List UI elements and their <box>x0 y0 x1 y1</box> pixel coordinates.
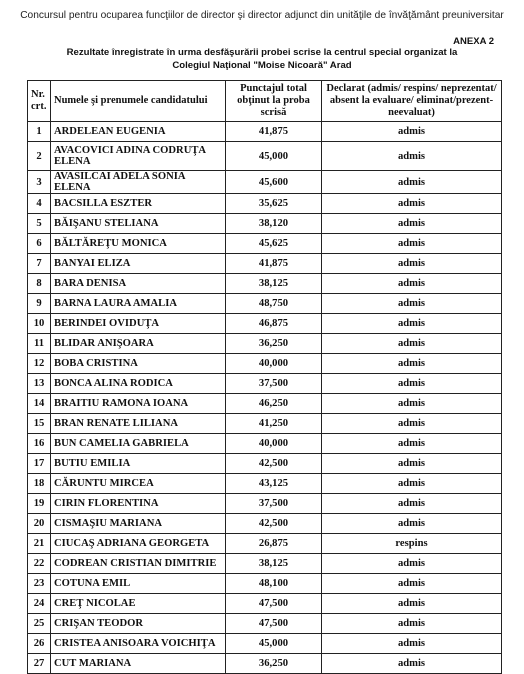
status-cell: admis <box>322 474 502 494</box>
candidate-name: AVACOVICI ADINA CODRUŢA ELENA <box>51 142 226 171</box>
status-cell: admis <box>322 194 502 214</box>
row-number: 14 <box>28 394 51 414</box>
status-cell: admis <box>322 394 502 414</box>
table-row <box>28 554 502 574</box>
table-body <box>28 122 502 674</box>
row-number: 21 <box>28 534 51 554</box>
score-cell: 36,250 <box>226 654 322 674</box>
status-cell: admis <box>322 254 502 274</box>
row-number: 22 <box>28 554 51 574</box>
table-row <box>28 574 502 594</box>
status-cell: admis <box>322 354 502 374</box>
document-title: Concursul pentru ocuparea funcţiilor de director şi director adjunct din unităţile de învăţământ preuniversitar <box>20 10 504 21</box>
candidate-name: BANYAI ELIZA <box>51 254 226 274</box>
candidate-name: BARA DENISA <box>51 274 226 294</box>
row-number: 1 <box>28 122 51 142</box>
status-cell: admis <box>322 214 502 234</box>
row-number: 25 <box>28 614 51 634</box>
status-cell: admis <box>322 634 502 654</box>
candidate-name: BĂLTĂREŢU MONICA <box>51 234 226 254</box>
table-row <box>28 171 502 194</box>
score-cell: 47,500 <box>226 594 322 614</box>
candidate-name: ARDELEAN EUGENIA <box>51 122 226 142</box>
candidate-name: BACSILLA ESZTER <box>51 194 226 214</box>
table-row <box>28 534 502 554</box>
score-cell: 37,500 <box>226 494 322 514</box>
column-header-name: Numele şi prenumele candidatului <box>51 81 226 122</box>
row-number: 26 <box>28 634 51 654</box>
candidate-name: BONCA ALINA RODICA <box>51 374 226 394</box>
row-number: 23 <box>28 574 51 594</box>
score-cell: 45,625 <box>226 234 322 254</box>
row-number: 27 <box>28 654 51 674</box>
table-row <box>28 634 502 654</box>
annex-label: ANEXA 2 <box>453 36 494 47</box>
table-row <box>28 234 502 254</box>
score-cell: 38,125 <box>226 274 322 294</box>
column-header-status: Declarat (admis/ respins/ neprezentat/ absent la evaluare/ eliminat/prezent-neevaluat) <box>322 81 502 122</box>
score-cell: 48,750 <box>226 294 322 314</box>
table-row <box>28 494 502 514</box>
row-number: 7 <box>28 254 51 274</box>
table-row <box>28 274 502 294</box>
score-cell: 38,120 <box>226 214 322 234</box>
table-row <box>28 254 502 274</box>
table-row <box>28 434 502 454</box>
table-row <box>28 374 502 394</box>
status-cell: admis <box>322 274 502 294</box>
score-cell: 46,875 <box>226 314 322 334</box>
candidate-name: BĂIŞANU STELIANA <box>51 214 226 234</box>
table-row <box>28 594 502 614</box>
table-row <box>28 294 502 314</box>
table-row <box>28 394 502 414</box>
row-number: 19 <box>28 494 51 514</box>
table-row <box>28 122 502 142</box>
candidate-name: COTUNA EMIL <box>51 574 226 594</box>
status-cell: admis <box>322 434 502 454</box>
row-number: 13 <box>28 374 51 394</box>
score-cell: 26,875 <box>226 534 322 554</box>
status-cell: admis <box>322 554 502 574</box>
score-cell: 40,000 <box>226 354 322 374</box>
status-cell: admis <box>322 574 502 594</box>
document-subtitle <box>30 46 494 72</box>
status-cell: admis <box>322 294 502 314</box>
score-cell: 41,250 <box>226 414 322 434</box>
status-cell: admis <box>322 654 502 674</box>
status-cell: admis <box>322 334 502 354</box>
table-row <box>28 314 502 334</box>
table-header-row <box>28 81 502 122</box>
table-row <box>28 454 502 474</box>
status-cell: admis <box>322 171 502 194</box>
score-cell: 41,875 <box>226 122 322 142</box>
row-number: 11 <box>28 334 51 354</box>
score-cell: 43,125 <box>226 474 322 494</box>
status-cell: admis <box>322 314 502 334</box>
row-number: 3 <box>28 171 51 194</box>
candidate-name: BUN CAMELIA GABRIELA <box>51 434 226 454</box>
status-cell: admis <box>322 454 502 474</box>
candidate-name: BRAITIU RAMONA IOANA <box>51 394 226 414</box>
candidate-name: CREŢ NICOLAE <box>51 594 226 614</box>
row-number: 6 <box>28 234 51 254</box>
column-header-nr: Nr. crt. <box>28 81 51 122</box>
row-number: 8 <box>28 274 51 294</box>
table-row <box>28 334 502 354</box>
table-row <box>28 354 502 374</box>
score-cell: 42,500 <box>226 454 322 474</box>
column-header-score: Punctajul total obţinut la proba scrisă <box>226 81 322 122</box>
status-cell: admis <box>322 414 502 434</box>
table-row <box>28 514 502 534</box>
candidate-name: CISMAŞIU MARIANA <box>51 514 226 534</box>
status-cell: admis <box>322 514 502 534</box>
candidate-name: CĂRUNTU MIRCEA <box>51 474 226 494</box>
status-cell: admis <box>322 494 502 514</box>
score-cell: 37,500 <box>226 374 322 394</box>
candidate-name: CRIŞAN TEODOR <box>51 614 226 634</box>
score-cell: 45,000 <box>226 142 322 171</box>
candidate-name: CODREAN CRISTIAN DIMITRIE <box>51 554 226 574</box>
score-cell: 40,000 <box>226 434 322 454</box>
row-number: 4 <box>28 194 51 214</box>
subtitle-line-1: Rezultate înregistrate în urma desfăşurării probei scrise la centrul special organizat la <box>66 47 458 58</box>
candidate-name: CRISTEA ANISOARA VOICHIŢA <box>51 634 226 654</box>
candidate-name: CIUCAŞ ADRIANA GEORGETA <box>51 534 226 554</box>
score-cell: 35,625 <box>226 194 322 214</box>
row-number: 2 <box>28 142 51 171</box>
score-cell: 47,500 <box>226 614 322 634</box>
table-row <box>28 194 502 214</box>
candidate-name: CUT MARIANA <box>51 654 226 674</box>
score-cell: 45,000 <box>226 634 322 654</box>
table-row <box>28 414 502 434</box>
score-cell: 38,125 <box>226 554 322 574</box>
score-cell: 48,100 <box>226 574 322 594</box>
subtitle-line-2: Colegiul Naţional "Moise Nicoară" Arad <box>172 60 352 71</box>
score-cell: 36,250 <box>226 334 322 354</box>
score-cell: 41,875 <box>226 254 322 274</box>
results-table <box>27 80 502 674</box>
candidate-name: AVASILCAI ADELA SONIA ELENA <box>51 171 226 194</box>
candidate-name: CIRIN FLORENTINA <box>51 494 226 514</box>
candidate-name: BLIDAR ANIŞOARA <box>51 334 226 354</box>
score-cell: 45,600 <box>226 171 322 194</box>
row-number: 9 <box>28 294 51 314</box>
row-number: 10 <box>28 314 51 334</box>
status-cell: admis <box>322 122 502 142</box>
candidate-name: BERINDEI OVIDUŢA <box>51 314 226 334</box>
table-row <box>28 142 502 171</box>
candidate-name: BARNA LAURA AMALIA <box>51 294 226 314</box>
score-cell: 46,250 <box>226 394 322 414</box>
status-cell: admis <box>322 614 502 634</box>
row-number: 16 <box>28 434 51 454</box>
table-row <box>28 474 502 494</box>
row-number: 15 <box>28 414 51 434</box>
candidate-name: BOBA CRISTINA <box>51 354 226 374</box>
status-cell: admis <box>322 234 502 254</box>
status-cell: respins <box>322 534 502 554</box>
status-cell: admis <box>322 594 502 614</box>
table-row <box>28 614 502 634</box>
row-number: 5 <box>28 214 51 234</box>
row-number: 24 <box>28 594 51 614</box>
score-cell: 42,500 <box>226 514 322 534</box>
status-cell: admis <box>322 142 502 171</box>
candidate-name: BRAN RENATE LILIANA <box>51 414 226 434</box>
row-number: 17 <box>28 454 51 474</box>
row-number: 20 <box>28 514 51 534</box>
row-number: 18 <box>28 474 51 494</box>
row-number: 12 <box>28 354 51 374</box>
table-row <box>28 214 502 234</box>
candidate-name: BUTIU EMILIA <box>51 454 226 474</box>
status-cell: admis <box>322 374 502 394</box>
